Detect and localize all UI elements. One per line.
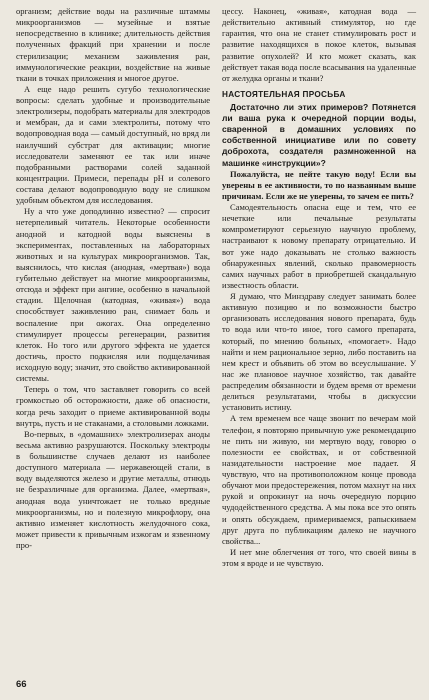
paragraph: А еще надо решить сугубо технологические вопросы: сделать удобные и производительные электролизеры, подобрать материалы для электродов и мембран, да и сами электролиты, потому что водопроводная вода — самый доступный, но вряд ли наилучший субстрат для активации; многие исследователи заменяют ее так или иначе подобранными растворами солей заданной концентрации. Примеси, перепады pH и солевого состава делают водопроводную воду не слишком удобным объектом для исследования. xyxy=(16,83,210,206)
paragraph: Во-первых, в «домашних» электролизерах аноды весьма активно разрушаются. Поскольку электроды в большинстве случаев делают из наиболее доступного материала — нержавеющей стали, в воду выделяются железо и другие металлы, отнюдь не безразличные для организма. Далее, «мертвая», анодная вода уничтожает не только вредные микроорганизмы, но и полезную микрофлору, она активно изменяет кислотность желудочного сока, может привести к привычным изжогам и язвенному про- xyxy=(16,428,210,550)
paragraph: Самодеятельность опасна еще и тем, что ее нечеткие или печальные результаты компрометируют серьезную научную проблему, настраивают к новому препарату отрицательно. И вот уже надо доказывать не столько важность обнаруженных явлений, сколько правомерность самих научных работ в приобретшей скандальную известность области. xyxy=(222,202,416,290)
paragraph: Ну а что уже доподлинно известно? — спросит нетерпеливый читатель. Некоторые особенности анодной и катодной воды выяснены в экспериментах, поставленных на лабораторных животных и на культурах микроорганизмов. Так, выяснилось, что кислая (анодная, «мертвая») вода губительно действует на многие микроорганизмы, отсюда и эффект при ангине, особенно в начальной стадии. Щелочная (катодная, «живая») вода способствует заживлению ран, снимает боль и воспаление при ожогах. Она определенно стимулирует процессы регенерации, развития клеток. Но того или другого эффекта не удается достичь, просто подкисляя или подщелачивая исходную воду; значит, это свойство активированной системы. xyxy=(16,206,210,384)
paragraph-continuation: организм; действие воды на различные штаммы микроорганизмов — музейные и взятые непосредственно в клинике; длительность действия полученных фракций при хранении и после стерилизации; механизм заживления ран, иммунологические реакции, воздействие на живые ткани в точках приложения и многое другое. xyxy=(16,6,210,83)
paragraph: Теперь о том, что заставляет говорить со всей громкостью об осторожности, даже об опасности, когда речь заходит о приеме активированной воды внутрь, пусть и не стаканами, а столовыми ложками. xyxy=(16,384,210,428)
section-intro-paragraph: Достаточно ли этих примеров? Потянется ли ваша рука к очередной порции воды, сваренной в домашних условиях по собственной инициативе или по совету доброхота, создателя размноженной на машинке «инструкции»? xyxy=(222,101,416,168)
right-column xyxy=(222,6,416,569)
paragraph-continuation: цессу. Наконец, «живая», катодная вода — действительно активный стимулятор, но где гарантия, что она не станет стимулировать рост и развитие находящихся в покое клеток, вызывая развитие опухолей? И кто может сказать, как действует такая вода после всасывания на удаленные от желудка органы и ткани? xyxy=(222,6,417,83)
paragraph: Я думаю, что Минздраву следует занимать более активную позицию и по возможности быстро организовать исследования нового препарата, будь то вода или что-то иное, того самого препарата, который, по мнению больных, «помогает». Надо найти и нем рациональное зерно, либо поставить на нем крест и объявить об этом во всеуслышание. У нас же плановое научное хозяйство, так давайте распределим обязанности и будем время от времени делиться результатами, чтобы в дискуссии установить истину. xyxy=(222,291,416,413)
left-column xyxy=(16,6,210,551)
paragraph: И нет мне облегчения от того, что своей вины в этом я вроде и не чувствую. xyxy=(222,546,416,568)
section-heading: НАСТОЯТЕЛЬНАЯ ПРОСЬБА xyxy=(222,89,346,99)
page-number: 66 xyxy=(16,679,27,690)
paragraph: А тем временем все чаще звонит по вечерам мой телефон, я повторяю привычную уже рекомендацию не пить ни живую, ни мертвую воду, говорю о полезности ее свойствах, и от собственной назидательности настроение мое падает. Я чувствую, что на противоположном конце провода обучают мои предостережения, потом махнут на них рукой и опрокинут на ночь очередную порцию чудодейственного средства. А мы пока все это опять и опять обсуждаем, примериваемся, рапыскиваем друг друга по публикациям далеко не научного свойства... xyxy=(222,413,416,546)
bold-appeal-paragraph: Пожалуйста, не пейте такую воду! Если вы уверены в ее активности, то по названным выше причинам. Если же не уверены, то зачем ее пить? xyxy=(222,168,416,201)
